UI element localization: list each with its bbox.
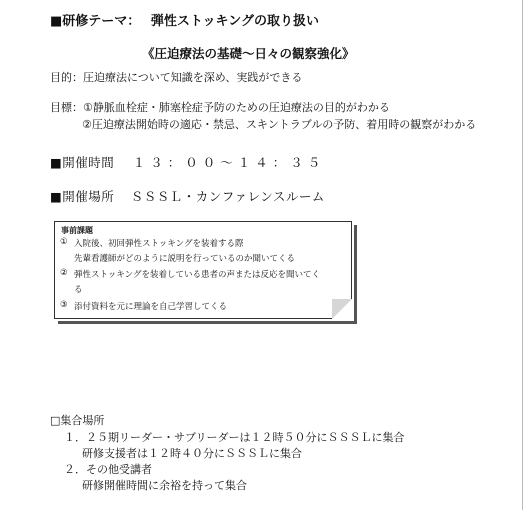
prework-box (54, 221, 352, 319)
prework-item-2-line-2: る (74, 285, 83, 295)
page-curl-icon (332, 299, 352, 319)
meeting-item-2-sub: 研修開催時間に余裕を持って集合 (82, 479, 247, 492)
place-value: ＳＳＳＬ・カンファレンスルーム (130, 189, 325, 204)
meeting-item-1: １．２５期リーダー・サブリーダーは１２時５０分にＳＳＳＬに集合 (64, 431, 405, 444)
prework-item-3-number: ③ (60, 300, 68, 310)
theme-label: ■研修テーマ： (50, 14, 141, 29)
goal-item-2: ②圧迫療法開始時の適応・禁忌、スキントラブルの予防、着用時の観察がわかる (82, 118, 477, 131)
time-row (50, 153, 325, 171)
place-row (50, 187, 325, 205)
subtitle: 《圧迫療法の基礎～日々の観察強化》 (142, 46, 355, 61)
time-label: ■開催時間 (50, 155, 115, 170)
prework-title: 事前課題 (61, 226, 93, 235)
page-edge (522, 0, 523, 510)
theme-title: 弾性ストッキングの取り扱い (150, 14, 320, 29)
purpose-text: 目的：圧迫療法について知識を深め、実践ができる (50, 71, 303, 84)
meeting-item-1-sub: 研修支援者は１２時４０分にＳＳＳＬに集合 (82, 447, 302, 460)
prework-item-1-number: ① (60, 237, 68, 247)
prework-item-1-line-2: 先輩看護師がどのように説明を行っているのか聞いてくる (74, 254, 296, 264)
theme-heading (50, 10, 319, 29)
place-label: ■開催場所 (50, 189, 115, 204)
meeting-label: □集合場所 (50, 414, 105, 427)
meeting-item-2: ２．その他受講者 (64, 463, 152, 476)
goals-line-1 (50, 99, 390, 115)
prework-item-1-line-1: 入院後、初回弾性ストッキングを装着する際 (74, 239, 244, 249)
prework-item-3-line-1: 添付資料を元に理論を自己学習してくる (74, 302, 228, 312)
time-value: １３：００～１４：３５ (132, 155, 326, 170)
prework-item-2-number: ② (60, 268, 68, 278)
goals-label: 目標： (50, 101, 83, 114)
prework-item-2-line-1: 弾性ストッキングを装着している患者の声または反応を聞いてく (74, 270, 320, 280)
goal-item-1: ①静脈血栓症・肺塞栓症予防のための圧迫療法の目的がわかる (83, 101, 390, 114)
